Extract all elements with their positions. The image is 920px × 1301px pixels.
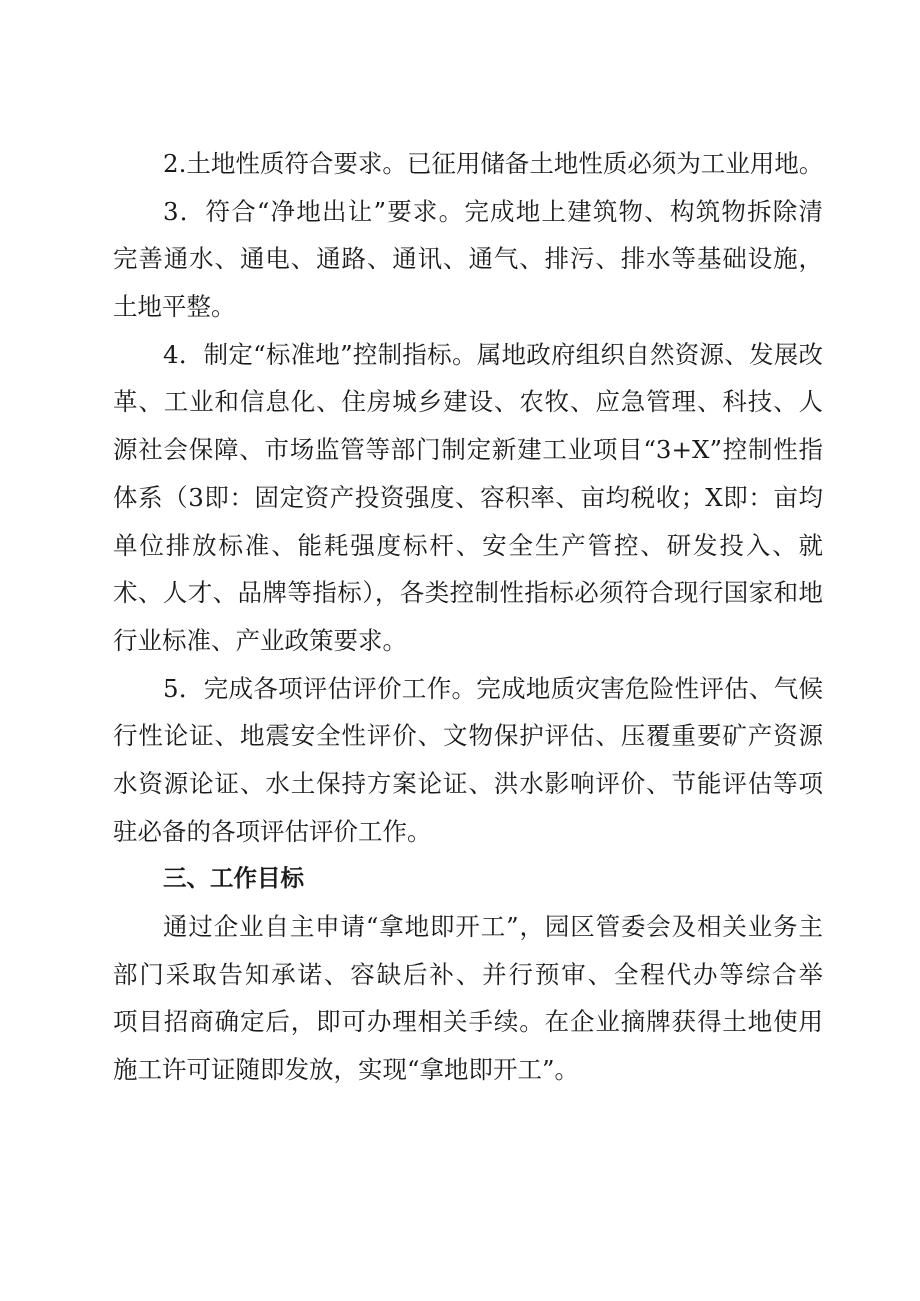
text-line: 施工许可证随即发放，实现“拿地即开工”。 xyxy=(113,1055,580,1085)
text-line: 项目招商确定后，即可办理相关手续。在企业摘牌获得土地使用 xyxy=(113,1007,823,1037)
paragraph-evaluations xyxy=(113,665,823,856)
text-line: 部门采取告知承诺、容缺后补、并行预审、全程代办等综合举 xyxy=(113,959,823,989)
paragraph-work-goals xyxy=(113,903,823,1094)
text-line: 水资源论证、水土保持方案论证、洪水影响评价、节能评估等项 xyxy=(113,768,823,798)
text-line: 单位排放标准、能耗强度标杆、安全生产管控、研发投入、就 xyxy=(113,530,823,560)
document-body xyxy=(113,140,823,1094)
text-line: 3．符合“净地出让”要求。完成地上建筑物、构筑物拆除清 xyxy=(163,196,823,226)
paragraph-standard-land-indicators xyxy=(113,331,823,665)
section-heading-work-goals xyxy=(113,855,823,903)
text-line: 体系（3即：固定资产投资强度、容积率、亩均税收；X即：亩均 xyxy=(113,482,823,512)
text-line: 4．制定“标准地”控制指标。属地政府组织自然资源、发展改 xyxy=(163,339,823,369)
text-line: 行业标准、产业政策要求。 xyxy=(113,625,407,655)
text-line: 5．完成各项评估评价工作。完成地质灾害危险性评估、气候 xyxy=(163,673,823,703)
paragraph-clean-land xyxy=(113,188,823,331)
text-line: 源社会保障、市场监管等部门制定新建工业项目“3+X”控制性指 xyxy=(113,435,823,465)
section-heading: 三、工作目标 xyxy=(163,864,304,893)
text-line: 完善通水、通电、通路、通讯、通气、排污、排水等基础设施， xyxy=(113,244,823,274)
text-line: 2.土地性质符合要求。已征用储备土地性质必须为工业用地。 xyxy=(163,149,824,178)
text-line: 驻必备的各项评估评价工作。 xyxy=(113,816,432,846)
paragraph-land-nature xyxy=(113,140,823,188)
text-line: 行性论证、地震安全性评价、文物保护评估、压覆重要矿产资源 xyxy=(113,721,823,751)
text-line: 术、人才、品牌等指标），各类控制性指标必须符合现行国家和地 xyxy=(113,578,823,608)
text-line: 土地平整。 xyxy=(113,292,236,322)
text-line: 通过企业自主申请“拿地即开工”，园区管委会及相关业务主 xyxy=(163,912,823,941)
text-line: 革、工业和信息化、住房城乡建设、农牧、应急管理、科技、人 xyxy=(113,387,823,417)
